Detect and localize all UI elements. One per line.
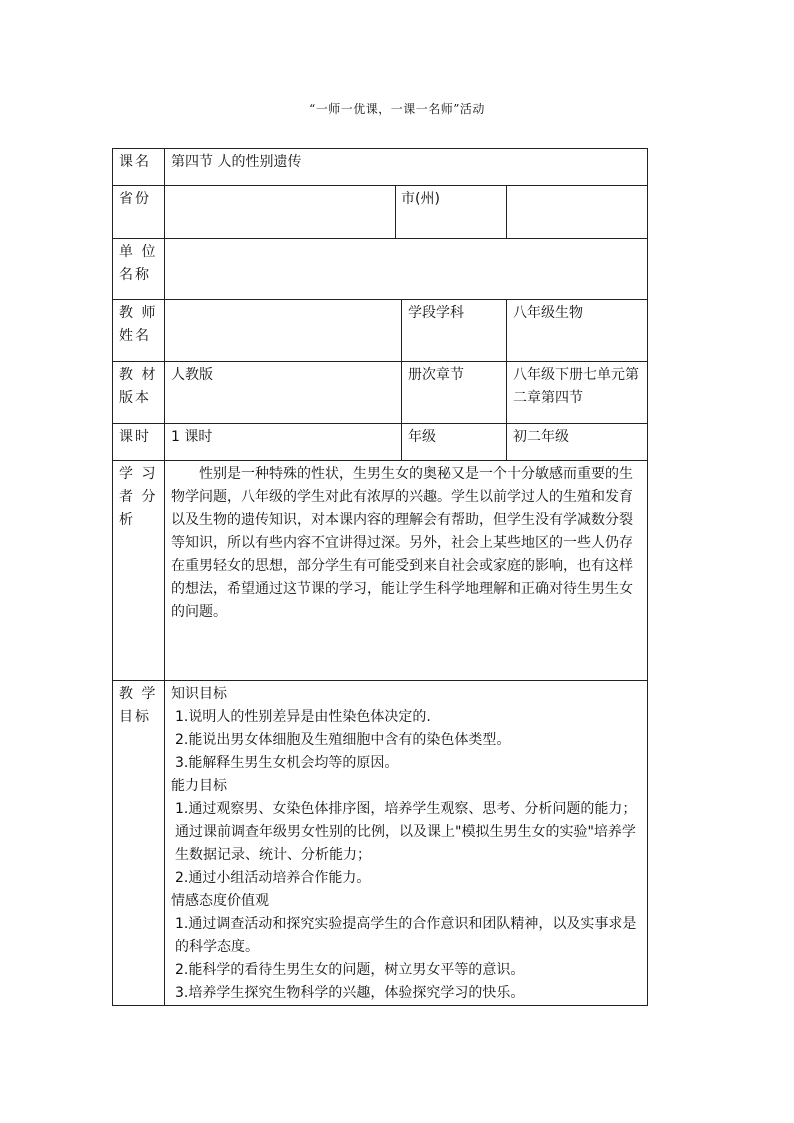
city-value [507, 186, 648, 239]
teacher-value [165, 300, 402, 362]
row-province [113, 186, 648, 239]
emotion-goal-item: 1.通过调查活动和探究实验提高学生的合作意识和团队精神，以及实事求是的科学态度。 [175, 916, 637, 955]
province-value [165, 186, 396, 239]
row-goals [113, 681, 648, 1006]
stage-subject-label: 学段学科 [402, 300, 507, 362]
grade-value: 初二年级 [507, 424, 648, 461]
emotion-goals-title: 情感态度价值观 [171, 893, 269, 909]
unit-label: 单 位 名称 [113, 239, 165, 300]
emotion-goal-item: 3.培养学生探究生物科学的兴趣，体验探究学习的快乐。 [175, 985, 525, 1001]
stage-subject-value: 八年级生物 [507, 300, 648, 362]
volume-chapter-value: 八年级下册七单元第二章第四节 [507, 362, 648, 424]
row-textbook [113, 362, 648, 424]
province-label: 省份 [113, 186, 165, 239]
unit-value [165, 239, 648, 300]
knowledge-goal-item: 3.能解释生男生女机会均等的原因。 [175, 755, 399, 771]
city-label: 市(州) [396, 186, 507, 239]
volume-chapter-label: 册次章节 [402, 362, 507, 424]
goals-content [165, 681, 648, 1006]
knowledge-goals-title: 知识目标 [171, 686, 227, 702]
row-unit [113, 239, 648, 300]
hours-value: 1 课时 [165, 424, 402, 461]
goals-label: 教 学 目标 [113, 681, 165, 1006]
row-course [113, 149, 648, 186]
analysis-text: 性别是一种特殊的性状，生男生女的奥秘又是一个十分敏感而重要的生物学问题，八年级的学生对此有浓厚的兴趣。学生以前学过人的生殖和发育以及生物的遗传知识，对本课内容的理解会有帮助，但学生没有学减数分裂等知识，所以有些内容不宜讲得过深。另外，社会上某些地区的一些人仍存在重男轻女的思想，部分学生有可能受到来自社会或家庭的影响，也有这样的想法，希望通过这节课的学习，能让学生科学地理解和正确对待生男生女的问题。 [165, 461, 648, 681]
textbook-value: 人教版 [165, 362, 402, 424]
ability-goal-item: 2.通过小组活动培养合作能力。 [175, 870, 371, 886]
teacher-label: 教 师 姓名 [113, 300, 165, 362]
course-label: 课名 [113, 149, 165, 186]
textbook-label: 教 材 版本 [113, 362, 165, 424]
row-teacher [113, 300, 648, 362]
analysis-label: 学 习 者 分 析 [113, 461, 165, 681]
grade-label: 年级 [402, 424, 507, 461]
emotion-goal-item: 2.能科学的看待生男生女的问题，树立男女平等的意识。 [175, 962, 525, 978]
course-value: 第四节 人的性别遗传 [165, 149, 648, 186]
hours-label: 课时 [113, 424, 165, 461]
knowledge-goal-item: 1.说明人的性别差异是由性染色体决定的. [175, 709, 431, 725]
ability-goals-title: 能力目标 [171, 778, 227, 794]
row-analysis [113, 461, 648, 681]
ability-goal-item: 1.通过观察男、女染色体排序图，培养学生观察、思考、分析问题的能力；通过课前调查年级男女性别的比例，以及课上"模拟生男生女的实验"培养学生数据记录、统计、分析能力； [175, 801, 637, 863]
page-title: “一师一优课，一课一名师”活动 [309, 102, 485, 116]
lesson-info-table [112, 148, 648, 1006]
row-hours [113, 424, 648, 461]
knowledge-goal-item: 2.能说出男女体细胞及生殖细胞中含有的染色体类型。 [175, 732, 511, 748]
